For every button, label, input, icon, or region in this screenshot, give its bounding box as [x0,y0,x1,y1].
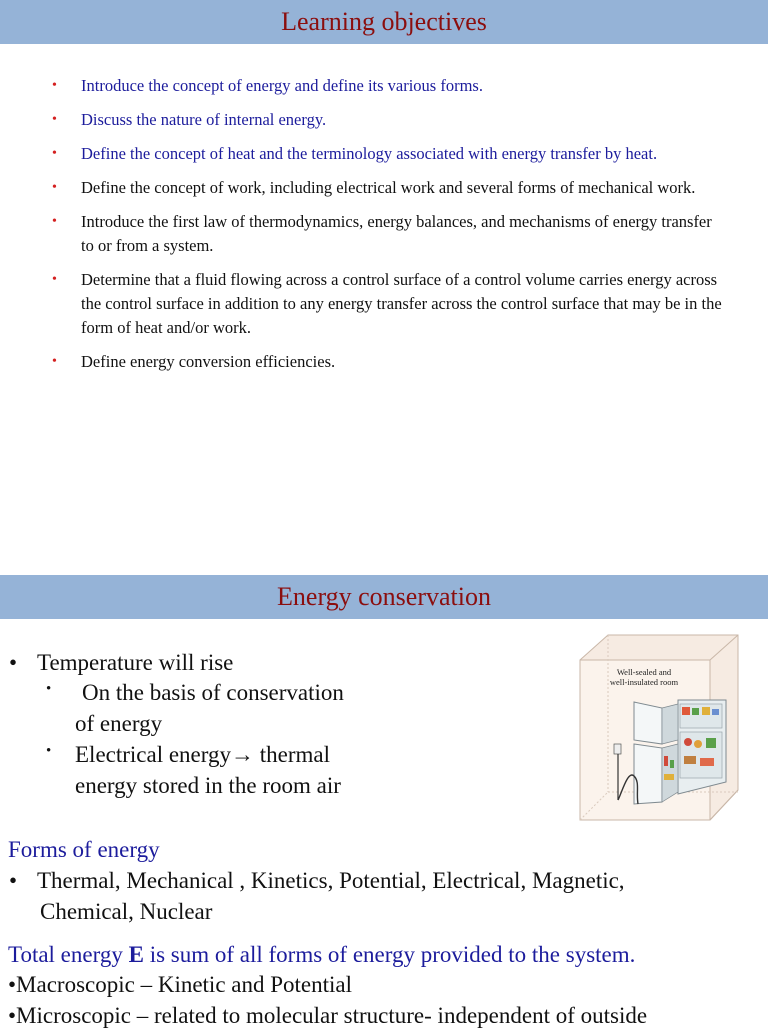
room-refrigerator-illustration [578,632,740,824]
macroscopic-line: •Macroscopic – Kinetic and Potential [8,972,353,997]
sub-bullet-line: of energy [75,711,163,736]
bullet-icon: • [52,146,57,161]
slide-title-bar [0,0,768,44]
total-energy-line: Total energy E is sum of all forms of energy provided to the system. [8,942,636,967]
objective-item [0,74,768,98]
bullet-icon: • [52,180,57,195]
bullet-icon: • [46,681,52,697]
energy-symbol: E [128,942,144,967]
objective-item [0,210,768,258]
microscopic-line: •Microscopic – related to molecular structure- independent of outside [8,1003,648,1028]
bullet-icon: • [52,78,57,93]
slide-energy-conservation [0,575,768,1028]
bullet-icon: • [9,868,18,893]
bullet-icon: • [46,743,52,759]
objective-text: Introduce the concept of energy and define its various forms. [81,76,483,95]
slide-title: Learning objectives [281,7,487,36]
objective-item [0,142,768,166]
bullet-icon: • [52,214,57,229]
objective-text: Discuss the nature of internal energy. [81,110,327,129]
bullet-icon: • [52,354,57,369]
objective-text: Determine that a fluid flowing across a control surface of a control volume carries energy across the control surface in addition to any energy transfer across the control surface that may be in the form of heat and/or work. [81,270,722,337]
bullet-icon: • [52,272,57,287]
objective-item [0,268,768,340]
sub-bullet-line: energy stored in the room air [75,773,341,798]
objective-text: Define the concept of work, including electrical work and several forms of mechanical work. [81,178,696,197]
sub-bullet-line: Electrical energy→ thermal [75,742,331,767]
objective-item [0,350,768,374]
slide-title-bar [0,575,768,619]
objective-item [0,176,768,200]
sub-bullet-line: On the basis of conservation [82,680,344,705]
objective-text: Introduce the first law of thermodynamics, energy balances, and mechanisms of energy transfer to or from a system. [81,212,712,255]
slide-title: Energy conservation [277,582,491,611]
forms-list-line: Thermal, Mechanical , Kinetics, Potential, Electrical, Magnetic, [37,868,625,893]
objective-text: Define the concept of heat and the terminology associated with energy transfer by heat. [81,144,658,163]
bullet-icon: • [9,650,18,675]
figure-caption: Well-sealed and well-insulated room [609,667,679,687]
main-bullet-text: Temperature will rise [37,650,234,675]
forms-heading: Forms of energy [8,837,160,862]
objective-text: Define energy conversion efficiencies. [81,352,336,371]
objectives-list [0,74,768,384]
forms-list-line: Chemical, Nuclear [40,899,213,924]
bullet-icon: • [52,112,57,127]
room-refrigerator-figure [578,632,740,824]
objective-item [0,108,768,132]
